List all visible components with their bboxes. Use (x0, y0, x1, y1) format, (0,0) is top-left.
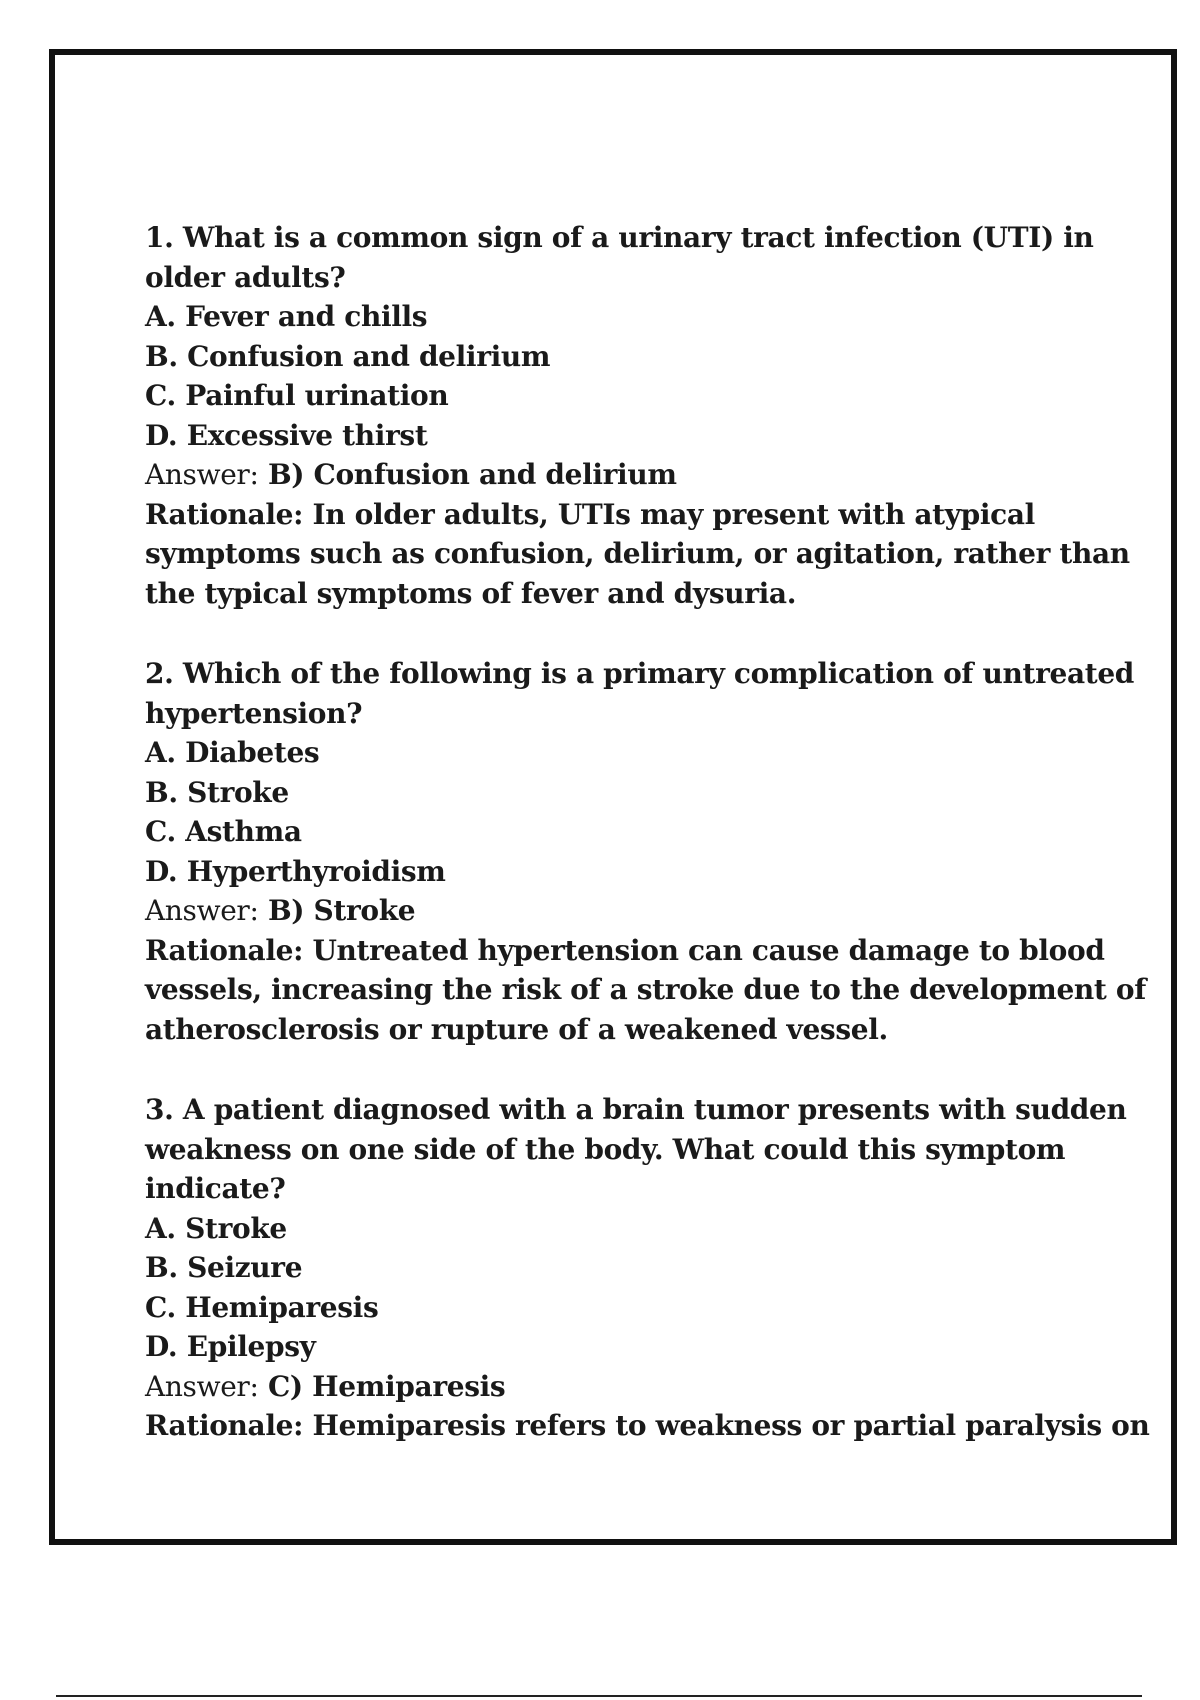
option-a: A. Stroke (145, 1211, 287, 1245)
answer-line (145, 455, 1085, 495)
rationale-line: the typical symptoms of fever and dysuria. (145, 576, 797, 610)
option-c: C. Painful urination (145, 379, 449, 412)
question-text-line: older adults? (145, 260, 346, 294)
question-3 (145, 1090, 1150, 1446)
question-2 (145, 654, 1146, 1049)
question-text-line: indicate? (145, 1172, 286, 1205)
rationale-line: vessels, increasing the risk of a stroke due to the development of (145, 973, 1146, 1006)
rationale-line: atherosclerosis or rupture of a weakened vessel. (145, 1012, 888, 1046)
question-text-line: 3. A patient diagnosed with a brain tumor presents with sudden (145, 1093, 1127, 1126)
question-text-line: hypertension? (145, 696, 363, 730)
answer-label: Answer: (145, 894, 259, 927)
option-d: D. Excessive thirst (145, 418, 428, 452)
option-b: B. Seizure (145, 1251, 303, 1284)
option-d: D. Hyperthyroidism (145, 854, 446, 888)
rationale-line: symptoms such as confusion, delirium, or agitation, rather than (145, 537, 1130, 570)
rationale-line: Rationale: In older adults, UTIs may present with atypical (145, 497, 1035, 531)
option-a: A. Fever and chills (145, 300, 428, 333)
question-text-line: 1. What is a common sign of a urinary tract infection (UTI) in (145, 221, 1094, 254)
answer-value: B) Confusion and delirium (267, 458, 677, 491)
option-c: C. Hemiparesis (145, 1290, 379, 1324)
question-1 (145, 218, 1130, 613)
quiz-content (145, 218, 1150, 1487)
option-b: B. Confusion and delirium (145, 339, 551, 373)
answer-value: C) Hemiparesis (267, 1369, 506, 1403)
option-c: C. Asthma (145, 815, 302, 848)
option-a: A. Diabetes (145, 736, 320, 769)
answer-value: B) Stroke (267, 894, 416, 927)
option-b: B. Stroke (145, 775, 289, 809)
answer-line (145, 891, 1085, 931)
answer-label: Answer: (145, 458, 259, 491)
option-d: D. Epilepsy (145, 1330, 316, 1363)
question-text-line: weakness on one side of the body. What could this symptom (145, 1132, 1066, 1166)
answer-line (145, 1367, 1085, 1407)
question-text-line: 2. Which of the following is a primary complication of untreated (145, 657, 1135, 690)
footer-divider (56, 1695, 1142, 1697)
answer-label: Answer: (145, 1369, 259, 1403)
rationale-line: Rationale: Hemiparesis refers to weakness or partial paralysis on (145, 1409, 1150, 1442)
rationale-line: Rationale: Untreated hypertension can cause damage to blood (145, 933, 1105, 967)
